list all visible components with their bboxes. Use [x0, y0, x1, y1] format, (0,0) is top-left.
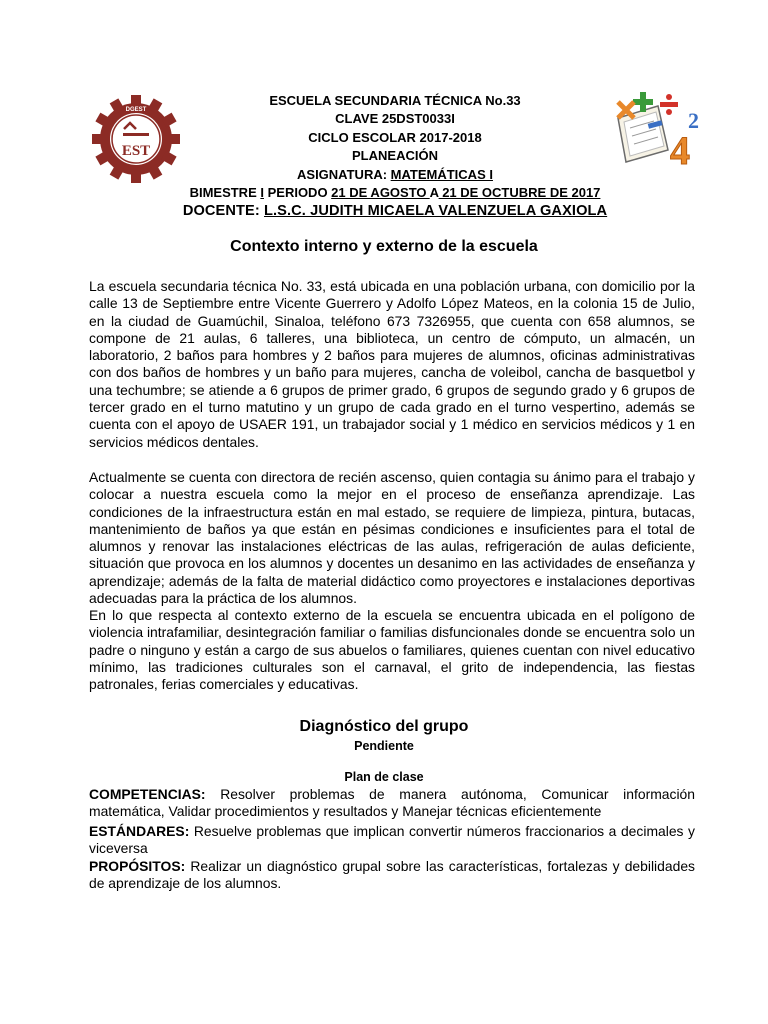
school-clave: CLAVE 25DST0033I: [335, 111, 455, 127]
context-paragraph-2: Actualmente se cuenta con directora de recién ascenso, quien contagia su ánimo para el trabajo y colocar a nuestra escuela como la mejor en el proceso de enseñanza aprendizaje. Las condiciones de la infraestructura están en mal estado, se requiere de limpieza, pintura, butacas, mantenimiento de baños ya que están en pésimas condiciones e insuficientes para el total de alumnos y renovar las instalaciones eléctricas de las aulas, refrigeración de aulas deficiente, situación que provoca en los alumnos y docentes un desanimo en las actividades de enseñanza y aprendizaje; además de la falta de material didáctico como proyectores e instalaciones deportivas adecuadas para la práctica de los alumnos.: [89, 469, 695, 607]
competencias-label: COMPETENCIAS:: [89, 786, 206, 802]
diagnosis-status: Pendiente: [354, 739, 414, 753]
period-label: PERIODO: [263, 185, 332, 201]
competencias-item: [89, 786, 695, 821]
plan-title: Plan de clase: [344, 770, 424, 784]
period-connector: A: [429, 185, 439, 201]
context-paragraph-1: La escuela secundaria técnica No. 33, está ubicada en una población urbana, con domicilio por la calle 13 de Septiembre entre Vicente Guerrero y Adolfo López Mateos, en la colonia 15 de Julio, en la ciudad de Guamúchil, Sinaloa, teléfono 673 7326955, que cuenta con 658 alumnos, se compone de 21 aulas, 6 talleres, una biblioteca, un centro de cómputo, un almacén, un laboratorio, 2 baños para hombres y 2 baños para mujeres de alumnos, oficinas administrativas con dos baños de hombres y un baño para mujeres, cancha de voleibol, cancha de basquetbol y una techumbre; se atiende a 6 grupos de primer grado, 6 grupos de segundo grado y 6 grupos de tercer grado en el turno matutino y un grupo de cada grado en el turno vespertino, además se cuenta con el apoyo de USAER 191, un trabajador social y 1 médico en servicios médicos y 1 en servicios médicos dentales.: [89, 278, 695, 450]
period-line: [150, 184, 640, 202]
competencias-text: Resolver problemas de manera autónoma, Comunicar información matemática, Validar procedimientos y resultados y Manejar técnicas eficientemente: [89, 786, 695, 820]
propositos-text: Realizar un diagnóstico grupal sobre las características, fortalezas y debilidades de aprendizaje de los alumnos.: [89, 858, 695, 892]
estandares-label: ESTÁNDARES:: [89, 823, 190, 839]
teacher-label: DOCENTE:: [182, 203, 264, 220]
subject-line: [150, 166, 640, 184]
school-year: CICLO ESCOLAR 2017-2018: [308, 129, 482, 145]
exponent-two: 2: [688, 108, 699, 133]
seal-letters: EST: [121, 143, 151, 159]
propositos-label: PROPÓSITOS:: [89, 858, 186, 874]
subject-value: MATEMÁTICAS I: [390, 166, 493, 182]
subject-label: ASIGNATURA:: [297, 166, 391, 182]
estandares-item: [89, 823, 695, 858]
document-header: [150, 92, 640, 221]
numeral-four: 4: [670, 128, 690, 170]
context-section-title: Contexto interno y externo de la escuela: [230, 238, 538, 255]
school-name: ESCUELA SECUNDARIA TÉCNICA No.33: [269, 93, 521, 108]
period-start: 21 DE AGOSTO: [331, 185, 430, 201]
context-paragraph-3: En lo que respecta al contexto externo de la escuela se encuentra ubicada en el polígono de violencia intrafamiliar, desintegración familiar o familias disfuncionales donde se encuentra solo un padre o ninguno y están a cargo de sus abuelos o familiares, quienes cuentan con nivel educativo mínimo, las tradiciones culturales son el carnaval, el grito de independencia, las fiestas patronales, ferias comerciales y educativas.: [89, 607, 695, 693]
period-end: 21 DE OCTUBRE DE 2017: [438, 185, 601, 201]
document-type: PLANEACIÓN: [352, 148, 438, 164]
teacher-line: [150, 202, 640, 221]
seal-top-text: DGEST: [125, 107, 147, 113]
propositos-item: [89, 858, 695, 893]
bimester-label: BIMESTRE: [189, 185, 261, 201]
diagnosis-section-title: Diagnóstico del grupo: [299, 718, 469, 735]
estandares-text: Resuelve problemas que implican convertir números fraccionarios a decimales y viceversa: [89, 823, 695, 857]
divide-sign-icon: [660, 94, 678, 115]
teacher-name: L.S.C. JUDITH MICAELA VALENZUELA GAXIOLA: [264, 203, 608, 220]
bimester-value: I: [260, 185, 264, 201]
